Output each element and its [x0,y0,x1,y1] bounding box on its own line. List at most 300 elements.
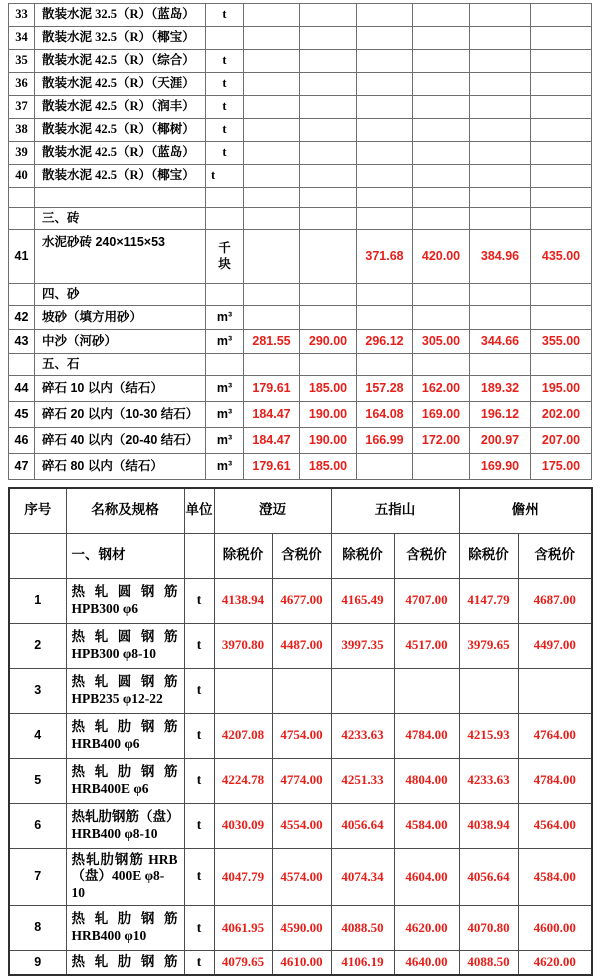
material-spec-line2: HRB400 φ6 [71,735,140,751]
price-cell [300,354,357,376]
section-steel: 一、钢材 [66,533,184,578]
material-name [66,848,184,906]
row-number: 36 [9,73,35,96]
price-cell [413,119,470,142]
price-cell: 189.32 [470,376,531,402]
price-cell: 162.00 [413,376,470,402]
material-name: 散装水泥 32.5（R）（椰宝） [35,27,206,50]
price-cell: 4215.93 [459,713,518,758]
row-number: 1 [9,578,66,623]
row-number: 33 [9,4,35,27]
price-cell: 4497.00 [518,623,592,668]
row-number: 35 [9,50,35,73]
price-cell: 3979.65 [459,623,518,668]
price-cell: 4784.00 [394,713,459,758]
price-cell: 4590.00 [272,906,331,951]
unit-cell: m³ [206,454,244,480]
price-cell [531,96,592,119]
price-cell [357,284,413,306]
material-row [9,4,592,27]
price-cell: 4620.00 [518,951,592,975]
unit-cell: m³ [206,376,244,402]
material-name: 散装水泥 42.5（R）（润丰） [35,96,206,119]
header-price-excl-tax: 除税价 [214,533,272,578]
unit-cell: t [184,848,214,906]
price-cell [459,668,518,713]
price-cell: 202.00 [531,402,592,428]
price-cell: 166.99 [357,428,413,454]
price-cell [300,4,357,27]
material-name [66,803,184,848]
material-row [9,96,592,119]
material-name-line1: 热轧肋钢筋（盘） [71,808,180,824]
price-cell [244,306,300,330]
price-cell [300,165,357,188]
material-spec-line2: HRB400 φ10 [71,928,147,944]
price-cell: 207.00 [531,428,592,454]
price-cell [470,306,531,330]
row-number: 44 [9,376,35,402]
price-cell [470,27,531,50]
price-cell: 4079.65 [214,951,272,975]
steel-row [9,668,592,713]
material-row [9,50,592,73]
header-region-wuzhishan: 五指山 [331,488,459,533]
price-cell [531,73,592,96]
unit-cell: m³ [206,330,244,354]
material-name [66,951,184,975]
price-cell: 4574.00 [272,848,331,906]
price-cell: 4165.49 [331,578,394,623]
price-cell [300,208,357,230]
material-name [66,713,184,758]
section-row [9,354,592,376]
material-name [66,623,184,668]
price-cell: 4707.00 [394,578,459,623]
price-cell: 4147.79 [459,578,518,623]
price-cell: 169.90 [470,454,531,480]
price-cell [357,4,413,27]
material-name [66,668,184,713]
price-cell: 305.00 [413,330,470,354]
unit-cell [206,27,244,50]
price-cell: 200.97 [470,428,531,454]
header-price-incl-tax: 含税价 [394,533,459,578]
price-cell [300,73,357,96]
header-name-spec: 名称及规格 [66,488,184,533]
price-cell: 169.00 [413,402,470,428]
steel-price-table [8,487,593,976]
unit-cell: t [206,4,244,27]
material-name: 碎石 20 以内（10-30 结石） [35,402,206,428]
empty-cell [470,188,531,208]
empty-cell [9,188,35,208]
empty-cell [413,188,470,208]
price-cell [531,50,592,73]
price-cell [300,96,357,119]
price-cell: 290.00 [300,330,357,354]
price-cell [413,96,470,119]
unit-cell [206,354,244,376]
material-name: 散装水泥 42.5（R）（天涯） [35,73,206,96]
empty-row [9,188,592,208]
material-name: 中沙（河砂） [35,330,206,354]
price-cell [413,454,470,480]
unit-cell: t [184,623,214,668]
material-row [9,142,592,165]
price-cell [470,208,531,230]
unit-cell: t [206,142,244,165]
material-name-line1: 热轧肋钢筋 [71,763,178,779]
price-cell: 355.00 [531,330,592,354]
row-number [9,208,35,230]
price-cell: 420.00 [413,230,470,284]
material-name-line1: 热轧肋钢筋 [71,954,178,970]
row-number: 45 [9,402,35,428]
price-cell [300,230,357,284]
price-cell [394,668,459,713]
unit-cell: 千 块 [206,230,244,284]
row-number: 5 [9,758,66,803]
header-unit: 单位 [184,488,214,533]
unit-cell: m³ [206,402,244,428]
price-cell [470,119,531,142]
price-cell: 190.00 [300,402,357,428]
price-cell: 179.61 [244,376,300,402]
row-number: 46 [9,428,35,454]
material-name-line1: 热轧肋钢筋 HRB [71,851,178,867]
price-cell [244,4,300,27]
empty-cell [357,188,413,208]
material-name: 碎石 40 以内（20-40 结石） [35,428,206,454]
row-number [9,284,35,306]
price-cell [470,354,531,376]
price-cell: 185.00 [300,454,357,480]
material-row [9,27,592,50]
price-cell [413,27,470,50]
price-cell: 4564.00 [518,803,592,848]
material-name: 碎石 80 以内（结石） [35,454,206,480]
row-number: 43 [9,330,35,354]
section-row [9,208,592,230]
row-number: 8 [9,906,66,951]
price-cell [531,284,592,306]
unit-cell: t [184,758,214,803]
unit-cell: t [206,119,244,142]
empty-cell [244,188,300,208]
price-cell: 4038.94 [459,803,518,848]
unit-cell: t [184,906,214,951]
price-cell: 157.28 [357,376,413,402]
price-cell [531,119,592,142]
price-cell [470,73,531,96]
price-cell [470,284,531,306]
price-cell: 4677.00 [272,578,331,623]
price-cell [244,165,300,188]
price-cell: 3970.80 [214,623,272,668]
price-cell [300,119,357,142]
material-spec-line2: HRB400E φ6 [71,780,149,796]
steel-row [9,951,592,975]
price-cell [413,4,470,27]
material-spec-line2: HPB300 φ6 [71,600,139,616]
price-cell [357,454,413,480]
price-cell [244,208,300,230]
price-cell: 344.66 [470,330,531,354]
price-cell [244,50,300,73]
material-row [9,454,592,480]
price-cell: 4251.33 [331,758,394,803]
empty-cell [9,533,66,578]
material-spec-line2: HPB235 φ12-22 [71,690,163,706]
unit-cell: t [184,668,214,713]
price-cell: 4070.80 [459,906,518,951]
price-cell: 196.12 [470,402,531,428]
price-cell [331,668,394,713]
price-cell [531,306,592,330]
material-name [66,758,184,803]
row-number: 40 [9,165,35,188]
price-cell: 164.08 [357,402,413,428]
price-cell [413,354,470,376]
price-cell [413,142,470,165]
row-number: 9 [9,951,66,975]
material-row [9,376,592,402]
price-cell [518,668,592,713]
steel-row [9,848,592,906]
material-spec-line2: （盘）400E φ8-10 [71,868,165,901]
row-number: 34 [9,27,35,50]
price-cell: 4056.64 [459,848,518,906]
price-cell: 4074.34 [331,848,394,906]
price-cell [300,284,357,306]
steel-row [9,713,592,758]
material-name: 散装水泥 42.5（R）（蓝岛） [35,142,206,165]
price-cell: 371.68 [357,230,413,284]
unit-cell: t [184,578,214,623]
table-subheader-row [9,533,592,578]
price-cell: 4600.00 [518,906,592,951]
price-cell [244,119,300,142]
unit-cell [206,208,244,230]
empty-cell [206,188,244,208]
material-name-line1: 热轧圆钢筋 [71,673,178,689]
price-cell: 4584.00 [518,848,592,906]
price-cell [531,208,592,230]
price-cell [357,119,413,142]
price-cell [244,96,300,119]
price-cell [413,165,470,188]
header-seq: 序号 [9,488,66,533]
steel-row [9,758,592,803]
price-cell: 4784.00 [518,758,592,803]
price-cell: 281.55 [244,330,300,354]
price-cell: 4061.95 [214,906,272,951]
price-cell: 4207.08 [214,713,272,758]
price-cell [244,27,300,50]
price-cell: 4088.50 [459,951,518,975]
section-title: 四、砂 [35,284,206,306]
steel-row [9,623,592,668]
price-cell [531,27,592,50]
material-name [66,906,184,951]
price-cell [413,306,470,330]
price-cell [300,142,357,165]
price-cell: 185.00 [300,376,357,402]
price-cell [357,354,413,376]
section-row [9,284,592,306]
unit-cell: t [206,73,244,96]
header-price-excl-tax: 除税价 [331,533,394,578]
price-cell [357,96,413,119]
unit-cell: m³ [206,306,244,330]
steel-row [9,578,592,623]
material-row [9,306,592,330]
price-cell [214,668,272,713]
price-cell [470,142,531,165]
price-cell: 3997.35 [331,623,394,668]
header-region-danzhou: 儋州 [459,488,592,533]
empty-cell [35,188,206,208]
section-title: 五、石 [35,354,206,376]
price-cell: 4640.00 [394,951,459,975]
table-header-row [9,488,592,533]
material-name: 散装水泥 42.5（R）（椰宝） [35,165,206,188]
material-row [9,330,592,354]
price-cell: 4224.78 [214,758,272,803]
price-cell [470,96,531,119]
unit-cell: t [206,96,244,119]
empty-cell [300,188,357,208]
price-cell [357,208,413,230]
header-region-chengmai: 澄迈 [214,488,331,533]
steel-row [9,803,592,848]
price-cell: 4138.94 [214,578,272,623]
material-row [9,165,592,188]
row-number: 6 [9,803,66,848]
steel-row [9,906,592,951]
material-row [9,428,592,454]
unit-cell: t [184,713,214,758]
price-cell: 4030.09 [214,803,272,848]
material-spec-line2: HRB400 φ8-10 [71,825,158,841]
price-cell: 4774.00 [272,758,331,803]
price-cell: 4088.50 [331,906,394,951]
price-cell [413,73,470,96]
price-cell: 4056.64 [331,803,394,848]
price-cell [357,27,413,50]
price-cell [300,306,357,330]
price-cell [413,208,470,230]
material-name [66,578,184,623]
material-name: 散装水泥 42.5（R）（椰树） [35,119,206,142]
material-row [9,73,592,96]
price-cell [531,142,592,165]
price-cell: 4687.00 [518,578,592,623]
row-number: 4 [9,713,66,758]
material-name: 坡砂（填方用砂） [35,306,206,330]
price-cell: 4047.79 [214,848,272,906]
material-spec-line2: HPB300 φ8-10 [71,645,157,661]
section-title: 三、砖 [35,208,206,230]
price-cell [244,354,300,376]
row-number [9,354,35,376]
price-cell: 4233.63 [459,758,518,803]
header-price-incl-tax: 含税价 [272,533,331,578]
row-number: 3 [9,668,66,713]
price-cell: 435.00 [531,230,592,284]
price-cell: 4610.00 [272,951,331,975]
price-cell: 184.47 [244,402,300,428]
row-number: 7 [9,848,66,906]
price-cell: 384.96 [470,230,531,284]
material-name-line1: 热轧圆钢筋 [71,628,178,644]
row-number: 39 [9,142,35,165]
row-number: 2 [9,623,66,668]
price-cell [470,4,531,27]
material-name: 碎石 10 以内（结石） [35,376,206,402]
material-name-line1: 热轧肋钢筋 [71,718,178,734]
unit-cell [206,284,244,306]
price-cell [300,50,357,73]
material-name: 散装水泥 32.5（R）（蓝岛） [35,4,206,27]
unit-cell: t [184,803,214,848]
price-cell: 4620.00 [394,906,459,951]
price-cell [531,4,592,27]
price-cell: 190.00 [300,428,357,454]
material-name: 散装水泥 42.5（R）（综合） [35,50,206,73]
price-cell: 175.00 [531,454,592,480]
row-number: 37 [9,96,35,119]
empty-cell [184,533,214,578]
material-name: 水泥砂砖 240×115×53 [35,230,206,284]
price-cell [413,50,470,73]
price-cell [272,668,331,713]
material-row [9,230,592,284]
materials-price-table [8,3,592,480]
price-cell [357,50,413,73]
price-cell [244,73,300,96]
unit-cell: t [206,50,244,73]
price-cell [413,284,470,306]
price-cell [357,165,413,188]
price-cell [470,165,531,188]
price-cell [244,142,300,165]
unit-cell: t [184,951,214,975]
price-cell: 172.00 [413,428,470,454]
row-number: 38 [9,119,35,142]
price-cell: 296.12 [357,330,413,354]
price-cell [531,354,592,376]
price-cell: 4754.00 [272,713,331,758]
empty-cell [531,188,592,208]
material-row [9,119,592,142]
material-name-line1: 热轧肋钢筋 [71,911,178,927]
price-cell: 4764.00 [518,713,592,758]
header-price-incl-tax: 含税价 [518,533,592,578]
price-cell [357,306,413,330]
material-name-line1: 热轧圆钢筋 [71,583,178,599]
unit-cell: t [206,165,244,188]
material-row [9,402,592,428]
price-cell [244,284,300,306]
price-cell [300,27,357,50]
price-cell: 4233.63 [331,713,394,758]
price-cell [357,142,413,165]
price-cell [531,165,592,188]
price-cell: 4584.00 [394,803,459,848]
row-number: 41 [9,230,35,284]
